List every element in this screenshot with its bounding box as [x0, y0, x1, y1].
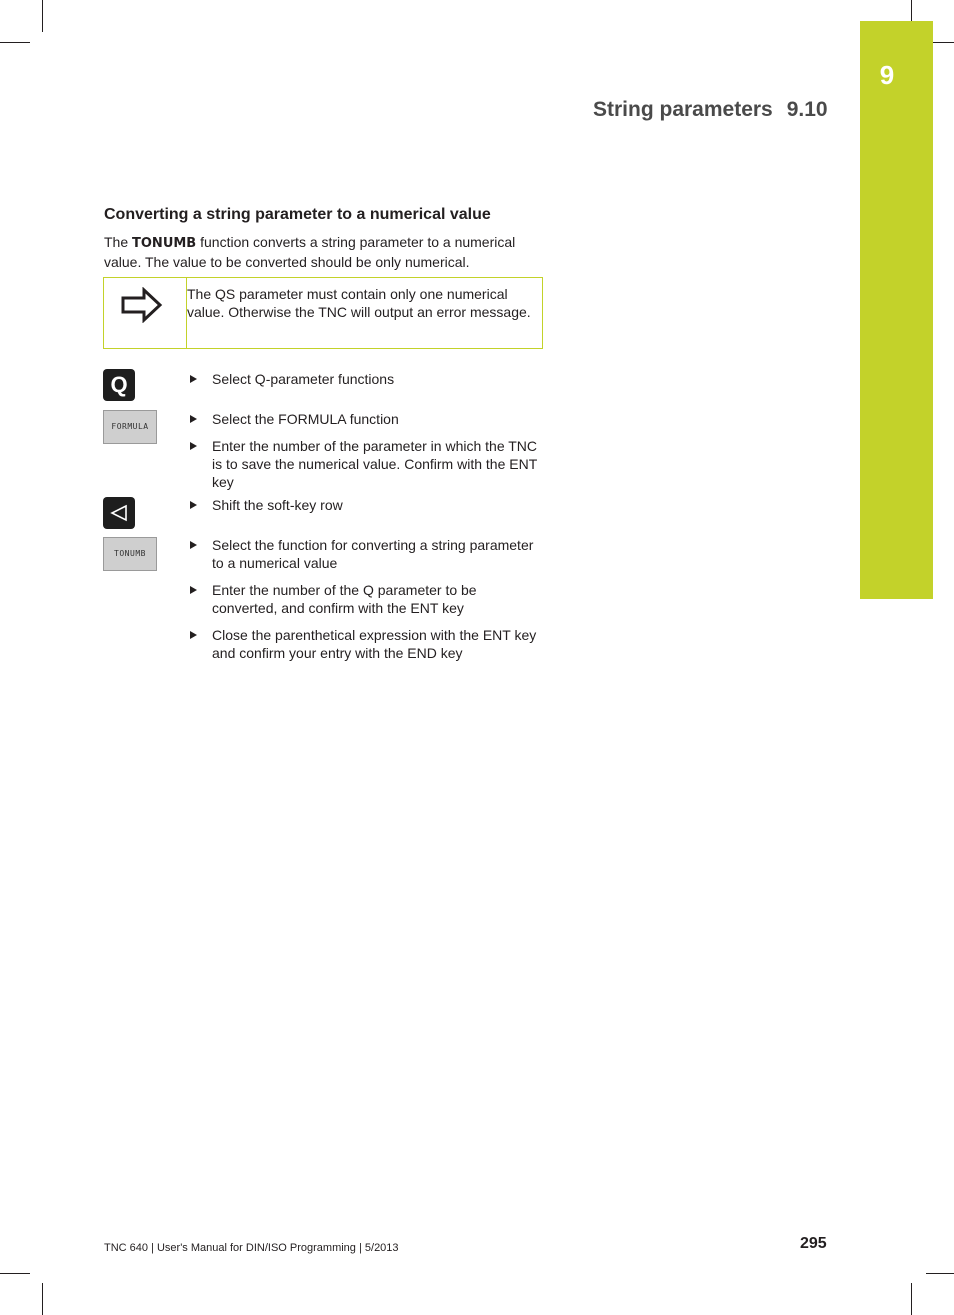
bullet-triangle-icon	[190, 631, 197, 639]
intro-paragraph	[104, 233, 544, 271]
header-title: String parameters	[593, 98, 773, 121]
step-item	[190, 496, 540, 514]
left-triangle-icon	[103, 497, 135, 529]
step-text: Shift the soft-key row	[212, 497, 343, 513]
crop-mark	[42, 0, 43, 32]
section-heading: Converting a string parameter to a numerical value	[104, 206, 491, 223]
step-text: Select the function for converting a string parameter to a numerical value	[212, 537, 534, 571]
crop-mark	[911, 1283, 912, 1315]
intro-keyword: TONUMB	[132, 236, 197, 251]
step-item	[190, 626, 540, 662]
intro-suffix: function converts a string parameter to a numerical value. The value to be converted should be only numerical.	[104, 234, 516, 270]
step-text: Enter the number of the Q parameter to be converted, and confirm with the ENT key	[212, 582, 477, 616]
step-text: Select the FORMULA function	[212, 411, 399, 427]
intro-prefix: The	[104, 234, 133, 250]
bullet-triangle-icon	[190, 541, 197, 549]
bullet-triangle-icon	[190, 586, 197, 594]
crop-mark	[0, 42, 30, 43]
step-item	[190, 581, 540, 617]
chapter-tab	[860, 21, 933, 599]
bullet-triangle-icon	[190, 442, 197, 450]
step-item	[190, 437, 540, 491]
crop-mark	[0, 1273, 30, 1274]
step-text: Enter the number of the parameter in which the TNC is to save the numerical value. Confirm with the ENT key	[212, 438, 538, 490]
right-arrow-icon	[120, 287, 164, 328]
step-item	[190, 536, 540, 572]
note-text: The QS parameter must contain only one numerical value. Otherwise the TNC will output an error message.	[187, 286, 531, 320]
crop-mark	[911, 0, 912, 22]
tonumb-softkey: TONUMB	[103, 537, 157, 571]
footer-text: TNC 640 | User's Manual for DIN/ISO Programming | 5/2013	[104, 1242, 399, 1254]
step-item	[190, 410, 540, 428]
note-box	[103, 277, 543, 349]
page-number: 295	[800, 1235, 827, 1252]
q-key: Q	[103, 369, 135, 401]
chapter-number: 9	[879, 60, 895, 90]
step-item	[190, 370, 540, 388]
header-section-number: 9.10	[786, 98, 828, 121]
bullet-triangle-icon	[190, 415, 197, 423]
crop-mark	[926, 1273, 954, 1274]
formula-softkey: FORMULA	[103, 410, 157, 444]
bullet-triangle-icon	[190, 375, 197, 383]
bullet-triangle-icon	[190, 501, 197, 509]
running-header	[593, 98, 828, 122]
step-text: Select Q-parameter functions	[212, 371, 395, 387]
crop-mark	[42, 1283, 43, 1315]
step-text: Close the parenthetical expression with the ENT key and confirm your entry with the END key	[212, 627, 537, 661]
